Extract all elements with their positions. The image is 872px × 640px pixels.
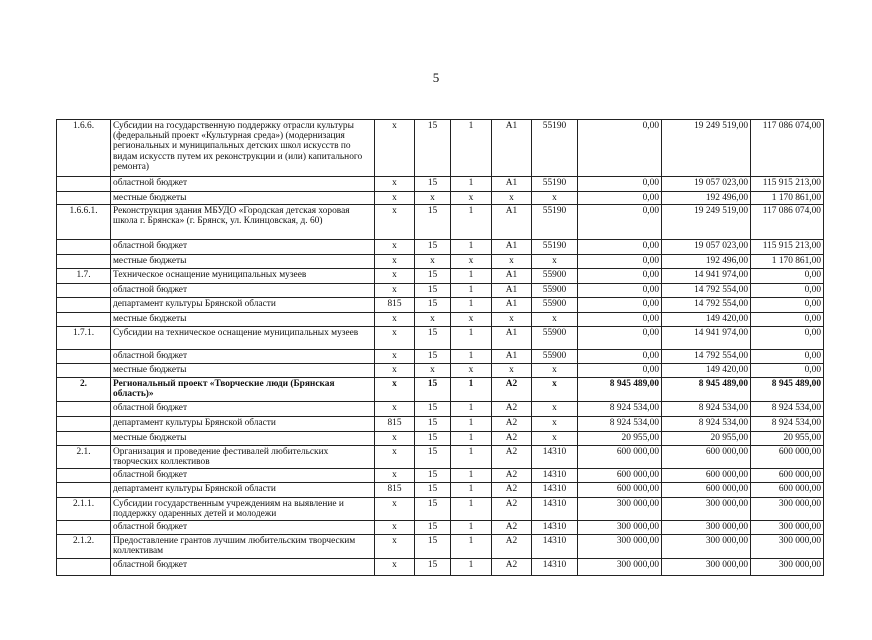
amount-year-3: 117 086 074,00	[751, 120, 824, 177]
row-name: областной бюджет	[111, 401, 375, 416]
table-row	[57, 284, 824, 298]
code-subprogram: 1	[451, 401, 492, 416]
code-grbs: х	[375, 401, 415, 416]
amount-year-1: 0,00	[578, 240, 662, 255]
code-direction: 55190	[532, 177, 578, 192]
table-row	[57, 401, 824, 416]
code-subprogram: 1	[451, 284, 492, 298]
amount-year-2: 14 792 554,00	[662, 350, 751, 364]
code-project: А2	[492, 498, 532, 521]
amount-year-3: 0,00	[751, 269, 824, 284]
code-subprogram: х	[451, 313, 492, 327]
amount-year-1: 0,00	[578, 192, 662, 205]
row-name: областной бюджет	[111, 558, 375, 575]
row-number: 2.1.2.	[57, 534, 111, 558]
code-project: х	[492, 313, 532, 327]
code-direction: 14310	[532, 534, 578, 558]
row-number	[57, 192, 111, 205]
row-number	[57, 558, 111, 575]
code-project: А1	[492, 120, 532, 177]
code-direction: 55900	[532, 350, 578, 364]
amount-year-2: 300 000,00	[662, 521, 751, 534]
amount-year-1: 300 000,00	[578, 558, 662, 575]
code-direction: х	[532, 401, 578, 416]
code-grbs: х	[375, 240, 415, 255]
code-program: 15	[415, 240, 451, 255]
row-name: местные бюджеты	[111, 255, 375, 269]
row-name: областной бюджет	[111, 521, 375, 534]
amount-year-2: 14 792 554,00	[662, 284, 751, 298]
amount-year-2: 192 496,00	[662, 255, 751, 269]
amount-year-2: 19 057 023,00	[662, 177, 751, 192]
amount-year-3: 1 170 861,00	[751, 255, 824, 269]
amount-year-3: 600 000,00	[751, 483, 824, 498]
code-project: А2	[492, 445, 532, 468]
row-number	[57, 255, 111, 269]
code-direction: 55900	[532, 269, 578, 284]
code-direction: х	[532, 364, 578, 378]
row-name: Техническое оснащение муниципальных музеев	[111, 269, 375, 284]
code-subprogram: 1	[451, 469, 492, 483]
code-program: 15	[415, 327, 451, 350]
amount-year-3: 0,00	[751, 298, 824, 313]
row-name: Субсидии на государственную поддержку отрасли культуры (федеральный проект «Культурная среда») (модернизация региональных и муниципальных детских школ искусств по видам искусств путем их реконструкции и (или) капитального ремонта)	[111, 120, 375, 177]
code-grbs: х	[375, 327, 415, 350]
code-direction: 55900	[532, 284, 578, 298]
code-program: 15	[415, 269, 451, 284]
amount-year-2: 8 924 534,00	[662, 416, 751, 431]
code-subprogram: 1	[451, 483, 492, 498]
code-project: А2	[492, 469, 532, 483]
code-grbs: х	[375, 378, 415, 401]
row-name: областной бюджет	[111, 284, 375, 298]
row-name: местные бюджеты	[111, 431, 375, 445]
code-grbs: х	[375, 469, 415, 483]
row-name: Региональный проект «Творческие люди (Брянская область)»	[111, 378, 375, 401]
code-program: 15	[415, 177, 451, 192]
row-number: 2.1.	[57, 445, 111, 468]
row-number	[57, 416, 111, 431]
row-name: местные бюджеты	[111, 313, 375, 327]
code-direction: 14310	[532, 483, 578, 498]
code-grbs: х	[375, 364, 415, 378]
row-number: 1.7.	[57, 269, 111, 284]
amount-year-1: 0,00	[578, 269, 662, 284]
code-subprogram: х	[451, 255, 492, 269]
code-project: А1	[492, 177, 532, 192]
table-row	[57, 416, 824, 431]
code-subprogram: 1	[451, 378, 492, 401]
amount-year-2: 192 496,00	[662, 192, 751, 205]
amount-year-1: 8 924 534,00	[578, 401, 662, 416]
code-program: 15	[415, 469, 451, 483]
row-number	[57, 350, 111, 364]
row-name: областной бюджет	[111, 240, 375, 255]
code-project: А1	[492, 350, 532, 364]
row-number: 1.7.1.	[57, 327, 111, 350]
code-grbs: х	[375, 558, 415, 575]
code-grbs: х	[375, 445, 415, 468]
code-direction: х	[532, 255, 578, 269]
row-number: 1.6.6.1.	[57, 205, 111, 240]
amount-year-1: 300 000,00	[578, 521, 662, 534]
code-program: 15	[415, 558, 451, 575]
code-direction: 55900	[532, 327, 578, 350]
code-grbs: х	[375, 534, 415, 558]
code-subprogram: 1	[451, 416, 492, 431]
row-number	[57, 469, 111, 483]
table-row	[57, 240, 824, 255]
amount-year-1: 0,00	[578, 205, 662, 240]
table-row	[57, 498, 824, 521]
code-subprogram: 1	[451, 431, 492, 445]
amount-year-3: 115 915 213,00	[751, 240, 824, 255]
row-number	[57, 431, 111, 445]
code-project: А1	[492, 240, 532, 255]
row-name: местные бюджеты	[111, 364, 375, 378]
code-grbs: х	[375, 498, 415, 521]
table-row	[57, 327, 824, 350]
code-direction: 55190	[532, 120, 578, 177]
amount-year-2: 19 249 519,00	[662, 120, 751, 177]
amount-year-2: 600 000,00	[662, 483, 751, 498]
code-project: А2	[492, 483, 532, 498]
table-row	[57, 177, 824, 192]
amount-year-3: 0,00	[751, 350, 824, 364]
row-number: 2.	[57, 378, 111, 401]
code-direction: 14310	[532, 558, 578, 575]
amount-year-2: 300 000,00	[662, 558, 751, 575]
code-project: А2	[492, 378, 532, 401]
amount-year-2: 300 000,00	[662, 498, 751, 521]
amount-year-1: 0,00	[578, 255, 662, 269]
table-row	[57, 298, 824, 313]
row-name: областной бюджет	[111, 350, 375, 364]
table-row	[57, 120, 824, 177]
code-program: 15	[415, 120, 451, 177]
code-program: 15	[415, 378, 451, 401]
amount-year-1: 0,00	[578, 177, 662, 192]
amount-year-2: 149 420,00	[662, 364, 751, 378]
code-direction: 14310	[532, 469, 578, 483]
code-direction: х	[532, 313, 578, 327]
row-name: Организация и проведение фестивалей любительских творческих коллективов	[111, 445, 375, 468]
code-subprogram: 1	[451, 498, 492, 521]
code-subprogram: 1	[451, 350, 492, 364]
table-row	[57, 558, 824, 575]
amount-year-2: 20 955,00	[662, 431, 751, 445]
code-direction: х	[532, 378, 578, 401]
code-direction: 14310	[532, 445, 578, 468]
row-number	[57, 401, 111, 416]
code-project: А2	[492, 521, 532, 534]
amount-year-3: 300 000,00	[751, 534, 824, 558]
code-subprogram: х	[451, 192, 492, 205]
row-number	[57, 298, 111, 313]
code-grbs: х	[375, 521, 415, 534]
code-subprogram: 1	[451, 298, 492, 313]
amount-year-3: 8 945 489,00	[751, 378, 824, 401]
code-direction: 14310	[532, 521, 578, 534]
code-subprogram: 1	[451, 120, 492, 177]
row-name: местные бюджеты	[111, 192, 375, 205]
amount-year-2: 300 000,00	[662, 534, 751, 558]
table-row	[57, 534, 824, 558]
amount-year-1: 0,00	[578, 350, 662, 364]
code-program: 15	[415, 431, 451, 445]
code-project: А1	[492, 205, 532, 240]
code-direction: 55190	[532, 205, 578, 240]
code-grbs: х	[375, 255, 415, 269]
table-row	[57, 431, 824, 445]
code-project: А2	[492, 558, 532, 575]
amount-year-1: 20 955,00	[578, 431, 662, 445]
code-program: 15	[415, 284, 451, 298]
code-project: х	[492, 364, 532, 378]
code-grbs: х	[375, 284, 415, 298]
row-name: Субсидии государственным учреждениям на выявление и поддержку одаренных детей и молодежи	[111, 498, 375, 521]
code-subprogram: 1	[451, 327, 492, 350]
row-number	[57, 313, 111, 327]
row-number	[57, 284, 111, 298]
code-project: А1	[492, 284, 532, 298]
amount-year-1: 0,00	[578, 327, 662, 350]
code-direction: х	[532, 416, 578, 431]
amount-year-3: 20 955,00	[751, 431, 824, 445]
row-name: областной бюджет	[111, 469, 375, 483]
code-grbs: 815	[375, 416, 415, 431]
code-program: х	[415, 313, 451, 327]
code-program: 15	[415, 534, 451, 558]
code-program: 15	[415, 350, 451, 364]
amount-year-3: 117 086 074,00	[751, 205, 824, 240]
amount-year-3: 600 000,00	[751, 445, 824, 468]
row-name: Предоставление грантов лучшим любительским творческим коллективам	[111, 534, 375, 558]
code-project: А1	[492, 269, 532, 284]
code-project: А2	[492, 431, 532, 445]
code-grbs: х	[375, 120, 415, 177]
amount-year-3: 115 915 213,00	[751, 177, 824, 192]
amount-year-3: 0,00	[751, 327, 824, 350]
row-number	[57, 483, 111, 498]
code-project: А1	[492, 298, 532, 313]
table-row	[57, 350, 824, 364]
table-row	[57, 378, 824, 401]
amount-year-3: 8 924 534,00	[751, 416, 824, 431]
code-project: х	[492, 255, 532, 269]
amount-year-2: 19 057 023,00	[662, 240, 751, 255]
budget-table	[56, 119, 824, 576]
code-direction: 55190	[532, 240, 578, 255]
row-number	[57, 240, 111, 255]
code-grbs: х	[375, 313, 415, 327]
amount-year-1: 600 000,00	[578, 483, 662, 498]
code-project: А2	[492, 401, 532, 416]
row-name: Реконструкция здания МБУДО «Городская детская хоровая школа г. Брянска» (г. Брянск, ул. Клинцовская, д. 60)	[111, 205, 375, 240]
code-program: х	[415, 192, 451, 205]
code-subprogram: 1	[451, 177, 492, 192]
row-name: департамент культуры Брянской области	[111, 416, 375, 431]
amount-year-3: 1 170 861,00	[751, 192, 824, 205]
code-program: 15	[415, 416, 451, 431]
code-project: А2	[492, 534, 532, 558]
amount-year-3: 0,00	[751, 284, 824, 298]
code-subprogram: 1	[451, 240, 492, 255]
amount-year-2: 14 941 974,00	[662, 327, 751, 350]
amount-year-2: 8 924 534,00	[662, 401, 751, 416]
amount-year-3: 8 924 534,00	[751, 401, 824, 416]
code-subprogram: 1	[451, 269, 492, 284]
amount-year-1: 0,00	[578, 284, 662, 298]
table-row	[57, 483, 824, 498]
table-body	[57, 120, 824, 576]
code-subprogram: 1	[451, 205, 492, 240]
table-row	[57, 205, 824, 240]
table-row	[57, 313, 824, 327]
code-direction: х	[532, 192, 578, 205]
code-program: 15	[415, 445, 451, 468]
code-grbs: х	[375, 177, 415, 192]
code-program: х	[415, 364, 451, 378]
code-program: 15	[415, 205, 451, 240]
row-number: 2.1.1.	[57, 498, 111, 521]
table-row	[57, 255, 824, 269]
table-row	[57, 269, 824, 284]
row-name: департамент культуры Брянской области	[111, 483, 375, 498]
amount-year-3: 300 000,00	[751, 521, 824, 534]
code-program: 15	[415, 521, 451, 534]
code-project: х	[492, 192, 532, 205]
code-program: 15	[415, 483, 451, 498]
code-subprogram: 1	[451, 521, 492, 534]
amount-year-2: 14 941 974,00	[662, 269, 751, 284]
code-grbs: х	[375, 192, 415, 205]
amount-year-3: 300 000,00	[751, 558, 824, 575]
code-grbs: 815	[375, 298, 415, 313]
code-program: х	[415, 255, 451, 269]
table-row	[57, 469, 824, 483]
code-subprogram: 1	[451, 445, 492, 468]
row-name: областной бюджет	[111, 177, 375, 192]
amount-year-1: 8 945 489,00	[578, 378, 662, 401]
row-number: 1.6.6.	[57, 120, 111, 177]
amount-year-1: 0,00	[578, 313, 662, 327]
row-name: Субсидии на техническое оснащение муниципальных музеев	[111, 327, 375, 350]
amount-year-3: 0,00	[751, 364, 824, 378]
code-project: А1	[492, 327, 532, 350]
code-direction: х	[532, 431, 578, 445]
code-project: А2	[492, 416, 532, 431]
table-row	[57, 192, 824, 205]
code-direction: 14310	[532, 498, 578, 521]
code-subprogram: 1	[451, 534, 492, 558]
amount-year-1: 600 000,00	[578, 469, 662, 483]
code-direction: 55900	[532, 298, 578, 313]
code-subprogram: 1	[451, 558, 492, 575]
amount-year-2: 8 945 489,00	[662, 378, 751, 401]
code-grbs: х	[375, 350, 415, 364]
code-program: 15	[415, 498, 451, 521]
table-row	[57, 364, 824, 378]
amount-year-1: 300 000,00	[578, 534, 662, 558]
table-row	[57, 445, 824, 468]
amount-year-1: 300 000,00	[578, 498, 662, 521]
code-program: 15	[415, 401, 451, 416]
row-number	[57, 521, 111, 534]
page-number: 5	[432, 70, 440, 85]
code-grbs: х	[375, 205, 415, 240]
row-number	[57, 364, 111, 378]
table-row	[57, 521, 824, 534]
row-name: департамент культуры Брянской области	[111, 298, 375, 313]
row-number	[57, 177, 111, 192]
amount-year-3: 0,00	[751, 313, 824, 327]
amount-year-1: 0,00	[578, 364, 662, 378]
amount-year-1: 0,00	[578, 120, 662, 177]
code-program: 15	[415, 298, 451, 313]
amount-year-2: 600 000,00	[662, 469, 751, 483]
amount-year-2: 149 420,00	[662, 313, 751, 327]
amount-year-2: 19 249 519,00	[662, 205, 751, 240]
amount-year-3: 300 000,00	[751, 498, 824, 521]
code-grbs: х	[375, 431, 415, 445]
code-grbs: 815	[375, 483, 415, 498]
code-subprogram: х	[451, 364, 492, 378]
code-grbs: х	[375, 269, 415, 284]
amount-year-2: 600 000,00	[662, 445, 751, 468]
amount-year-2: 14 792 554,00	[662, 298, 751, 313]
amount-year-1: 8 924 534,00	[578, 416, 662, 431]
amount-year-1: 0,00	[578, 298, 662, 313]
amount-year-3: 600 000,00	[751, 469, 824, 483]
amount-year-1: 600 000,00	[578, 445, 662, 468]
